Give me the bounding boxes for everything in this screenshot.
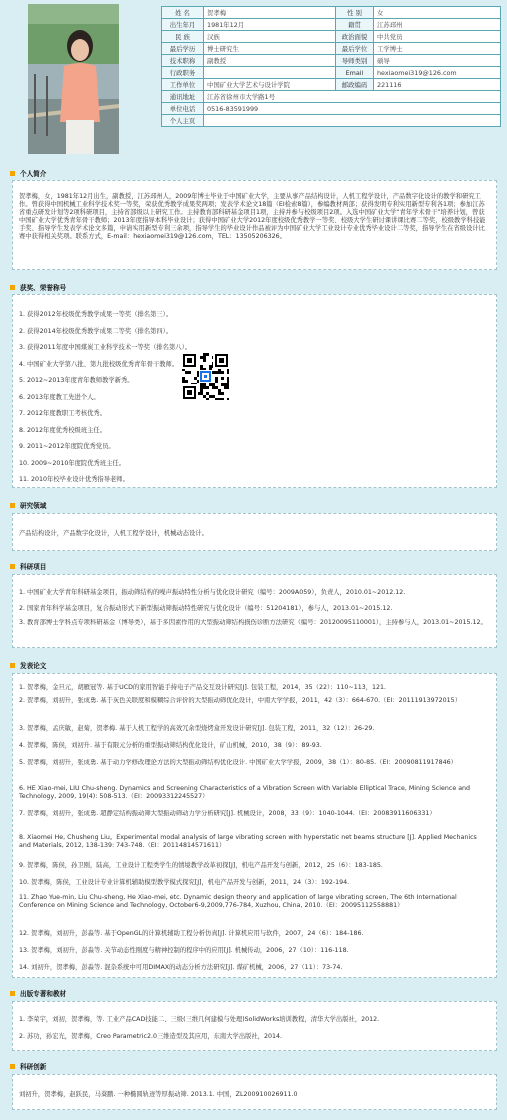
award-item: 8. 2012年度优秀校级班主任。 [19,426,107,434]
info-label: Email [336,67,374,79]
info-label: 姓 名 [162,7,204,19]
award-item: 5. 2012~2013年度青年教师教学新秀。 [19,377,134,384]
profile-photo [28,4,119,154]
award-item: 6. 2013年度教工先进个人。 [19,393,100,401]
info-value: 女 [374,7,501,19]
info-label: 技术职称 [162,55,204,67]
section-title-research [10,500,46,510]
info-label: 最后学历 [162,43,204,55]
info-label: 最后学位 [336,43,374,55]
info-value: 硕导 [374,55,501,67]
info-value: 221116 [374,79,501,91]
section-title-research-text: 研究领域 [20,502,47,510]
paper-item: 3. 贺孝梅，孟庆敏，赵菊，贺孝梅. 基于人机工程学的高效冗余型烧烤盒开发设计研究[J]. 包装工程，2011，32（12）：26-29. [19,725,375,732]
info-value: 中共党员 [374,31,501,43]
paper-item: 10. 贺孝梅，陈侯，工业设计专业计算机辅助模型教学模式探究[J]，机电产品开发与创新，2011，24（3）：192-194. [19,879,350,886]
papers-box [12,673,497,978]
research-box [12,513,497,551]
info-label: 邮政编码 [336,79,374,91]
award-item: 7. 2012年度教职工考核优秀。 [19,410,107,417]
info-value: 江苏邳州 [374,19,501,31]
paper-item: 4. 贺孝梅，陈侯，刘初升. 基于有限元分析的重型振动筛结构优化设计，矿山机械，2010，38（9）：89-93. [19,742,322,749]
bullet-icon [10,503,15,508]
awards-box [12,294,497,488]
info-label: 出生年月 [162,19,204,31]
project-item: 3. 教育部博士学科点专项科研基金（博导类），基于多因素作用的大型振动筛结构损伤诊断方法研究（编号：20120095110001），主持参与人，2013.01~2015.12。 [19,619,487,626]
paper-item: 2. 贺孝梅，刘初升，张成勇. 基于灰色关联度和模糊综合评价的大型振动筛优化设计，中南大学学报，2011，42（3）：664-670.（EI：20111913972015） [19,697,461,704]
paper-item: 5. 贺孝梅，刘初升，张成勇. 基于动力学修改理论方法的大型振动筛结构优化设计. 中国矿业大学学报，2009，38（1）：80-85.（EI：20090811917846） [19,759,457,766]
section-title-intro-text: 个人简介 [20,170,47,178]
info-value: 1981年12月 [204,19,336,31]
paper-item: 14. 刘初升，贺孝梅，彭淼等. 混杂系统中可用DIMAX的动态分析方法研究[J]. 煤矿机械，2006，27（11）：73-74. [19,964,343,971]
section-title-projects-text: 科研项目 [20,563,47,571]
patents-box [12,1074,497,1110]
info-row [162,31,501,43]
info-value: 中国矿业大学艺术与设计学院 [204,79,336,91]
info-label: 民 族 [162,31,204,43]
info-label: 籍贯 [336,19,374,31]
award-item: 11. 2010年校毕业设计优秀指导老师。 [19,476,129,483]
bullet-icon [10,991,15,996]
award-item: 3. 获得2011年度中国煤炭工业科学技术一等奖（排名第八）。 [19,344,192,351]
paper-item: 8. Xiaomei He, Chusheng Liu。Experimental modal analysis of large vibrating screen with hyperstatic net beams structure [J]. Applied Mechanics and Materials, 2012, 138-139: 743-748.（EI：20114814571611） [19,834,477,849]
info-label: 通讯地址 [162,91,204,103]
paper-item: 12. 贺孝梅，刘初升，彭淼等. 基于OpenGL的计算机辅助工程分析仿真[J]. 计算机应用与软件，2007，24（6）：184-186. [19,930,364,937]
research-text: 产品结构设计，产品数字化设计，人机工程学设计，机械动态设计。 [19,530,208,537]
qr-code [182,353,229,400]
section-title-books [10,988,66,998]
info-value: 工学博士 [374,43,501,55]
info-value: hexiaomei319@126.com [374,67,501,79]
info-row [162,19,501,31]
info-value [204,67,336,79]
award-item: 10. 2009~2010年度院优秀班主任。 [19,459,126,467]
award-item: 2. 获得2014年校级优秀教学成果二等奖（排名第四）。 [19,327,173,335]
info-label: 工作单位 [162,79,204,91]
paper-item: 13. 贺孝梅，刘初升，彭淼等. 关节动态性刚度与精神控制的程序中的应用[J]. 机械传动，2006，27（10）：116-118. [19,947,349,954]
info-row [162,79,501,91]
info-row [162,67,501,79]
intro-box [12,180,497,270]
info-label: 行政职务 [162,67,204,79]
info-label: 政治面貌 [336,31,374,43]
patents-text: 刘初升，贺孝梅，赵跃民，马葵鹏. 一种椭圆轨迹等厚振动筛. 2013.1. 中国，ZL200910026911.0 [19,1091,298,1098]
info-row [162,91,501,103]
info-row [162,55,501,67]
section-title-patents-text: 科研创新 [20,1063,47,1071]
section-title-awards [10,282,66,292]
bullet-icon [10,1064,15,1069]
book-item: 2. 苏功，孙宏光，贺孝梅，Creo Parametric2.0三维造型及其应用，东南大学出版社，2014. [19,1033,283,1040]
bullet-icon [10,285,15,290]
books-box [12,1001,497,1051]
info-value: 贺孝梅 [204,7,336,19]
info-label: 导师类别 [336,55,374,67]
bullet-icon [10,564,15,569]
section-title-intro [10,168,46,178]
profile-block [6,4,501,154]
info-value: 江苏省徐州市大学路1号 [204,91,501,103]
award-item: 4. 中国矿业大学第八批、第九批校级优秀青年骨干教师。 [19,360,179,368]
intro-text: 贺孝梅，女，1981年12月出生，副教授，江苏邳州人，2009年博士毕业于中国矿业大学，主要从事产品结构设计，人机工程学设计，产品数字化设计的教学和研究工作。曾获得中国机械工业科学技术奖一等奖，荣获优秀教学成果奖两项；发表学术论文18篇（EI检索8篇），参编教材两部；获得发明专利实用新型专利各1项；参加江苏省重点研发计划等2项科研项目，主持省部级以上研究工作。主持教育部科研基金项目1项，主持并参与校级项目2项。入选中国矿业大学“青年学术骨干”培养计划，曾获中国矿业大学优秀青年骨干教师；2013年度指导本科毕业设计；获得中国矿业大学2012年度校级优秀教学一等奖、校级大学生研讨课讲课比赛二等奖，校级教学科技能手奖、指导学生发表学术论文多篇，申请实用新型专利三余项，指导学生的毕业设计作品被评为中国矿业大学工业设计专业优秀毕业设计二等奖，指导学生在省级设计比赛中获得相关奖项。联系方式，E-mail：hexiaomei319@126.com，TEL：13505206326。 [19,193,486,240]
info-value: 副教授 [204,55,336,67]
paper-item: 6. HE Xiao-mei, LIU Chu-sheng. Dynamics and Screening Characteristics of a Vibration Screen with Variable Elliptical Trace, Mining Science and Technology, 2009, 19(4): 508-513.（EI：20093312245527） [19,785,471,800]
award-item: 9. 2011~2012年度院优秀党员。 [19,443,115,450]
info-row [162,103,501,115]
bullet-icon [10,663,15,668]
paper-item: 1. 贺孝梅，金旦元，胡雁冠等. 基于UCD的家用智能手持电子产品交互设计研究[J]. 包装工程，2014，35（22）：110~113，121. [19,684,387,691]
section-title-patents [10,1061,46,1071]
info-value: 0516-83591999 [204,103,501,115]
info-row [162,7,501,19]
info-label: 单位电话 [162,103,204,115]
info-value: 汉族 [204,31,336,43]
bullet-icon [10,171,15,176]
projects-box [12,574,497,648]
info-value: 博士研究生 [204,43,336,55]
project-item: 1. 中国矿业大学青年科研基金项目，振动筛结构的噪声振动特性分析与优化设计研究（编号：2009A059），负责人，2010.01~2012.12. [19,589,406,596]
info-label: 个人主页 [162,115,204,127]
info-value [204,115,501,127]
profile-photo-image [28,4,119,154]
paper-item: 7. 贺孝梅，刘初升，张成勇. 超静定结构振动筛大型振动筛动力学分析研究[J]. 机械设计，2008，33（9）：1040-1044.（EI：20083911606331） [19,810,436,817]
paper-item: 9. 贺孝梅，陈侯，孙卫刚，陆高，工业设计工程类学生的情境教学改革初探[J]，机电产品开发与创新，2012，25（6）：183-185. [19,862,383,869]
profile-info-table [161,6,501,127]
paper-item: 11. Zhao Yue-min, Liu Chu-sheng, He Xiao-mei, etc. Dynamic design theory and application of large vibrating screen, The 6th International Conference on Mining Science and Technology, October6-9,2009,776-784, Xuzhou, China, 2010.（EI：20095112558881） [19,894,457,909]
info-row [162,43,501,55]
section-title-papers [10,660,46,670]
qr-code-image [182,353,229,400]
section-title-awards-text: 获奖、荣誉称号 [20,284,67,292]
section-title-books-text: 出版专著和教材 [20,990,67,998]
book-item: 1. 李荣宇，刘初，贺孝梅，等. 工业产品CAD技能二、三级(三维几何建模与处理)SolidWorks培训教程，清华大学出版社，2012. [19,1016,380,1023]
section-title-papers-text: 发表论文 [20,662,47,670]
award-item: 1. 获得2012年校级优秀教学成果一等奖（排名第三）。 [19,311,173,318]
project-item: 2. 国家青年科学基金项目，复合振动形式下新型振动筛振动特性研究与优化设计（编号：51204181），参与人，2013.01~2015.12. [19,605,393,612]
section-title-projects [10,561,46,571]
info-row [162,115,501,127]
info-label: 性 别 [336,7,374,19]
